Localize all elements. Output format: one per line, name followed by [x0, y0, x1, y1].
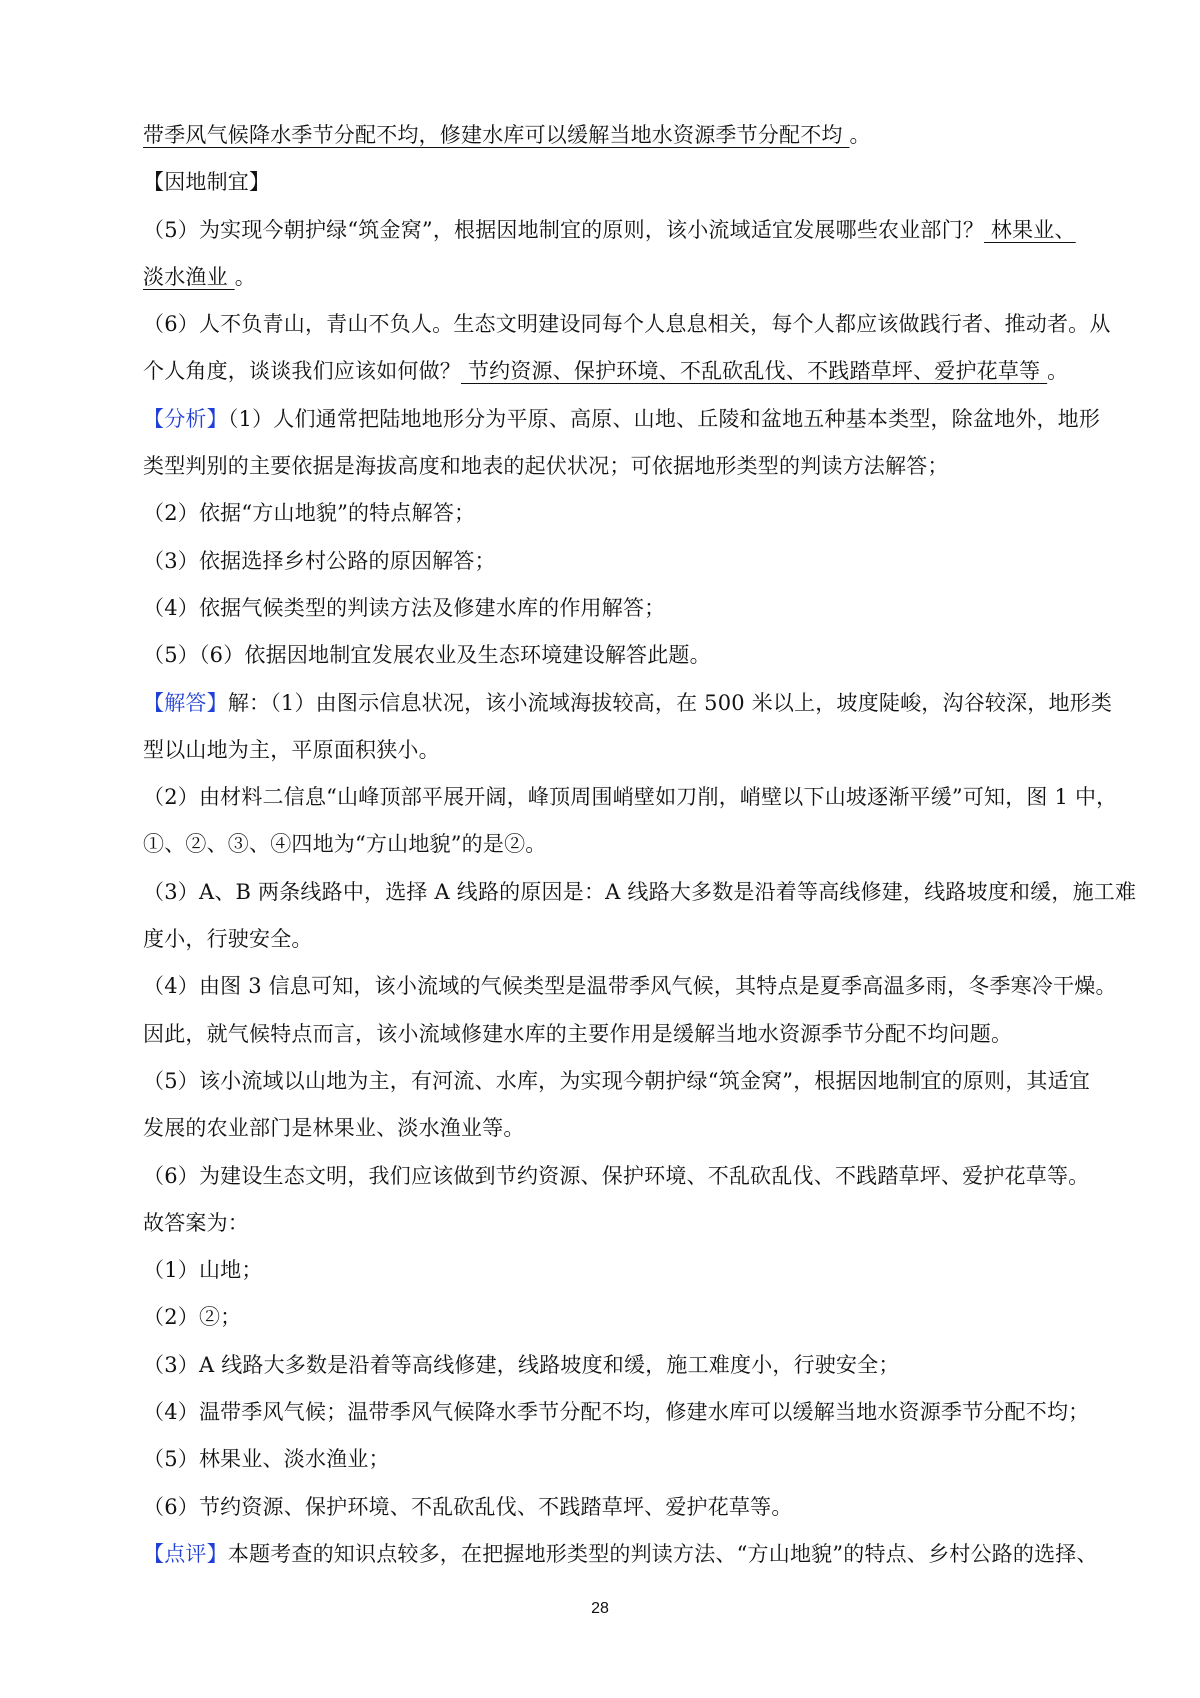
- answer-item: （3）A 线路大多数是沿着等高线修建，线路坡度和缓，施工难度小，行驶安全；: [143, 1352, 900, 1377]
- analysis-line: （3）依据选择乡村公路的原因解答；: [143, 548, 496, 573]
- solution-line: （6）为建设生态文明，我们应该做到节约资源、保护环境、不乱砍乱伐、不践踏草坪、爱护花草等。: [143, 1163, 1090, 1188]
- answer-summary-heading: 故答案为：: [143, 1210, 249, 1235]
- question-5-answer-continued: 淡水渔业 。: [143, 264, 256, 289]
- question-6-continued: 个人角度，谈谈我们应该如何做？ 节约资源、保护环境、不乱砍乱伐、不践踏草坪、爱护花草等 。: [143, 359, 1069, 384]
- comment-line: 【点评】本题考查的知识点较多，在把握地形类型的判读方法、“方山地貌”的特点、乡村公路的选择、: [143, 1541, 1098, 1566]
- underlined-answer: 节约资源、保护环境、不乱砍乱伐、不践踏草坪、爱护花草等: [461, 359, 1048, 384]
- solution-line: 型以山地为主，平原面积狭小。: [143, 737, 440, 762]
- document-page: [143, 112, 1137, 1578]
- page-number: 28: [591, 1600, 609, 1617]
- analysis-line: 类型判别的主要依据是海拔高度和地表的起伏状况；可依据地形类型的判读方法解答；: [143, 454, 949, 479]
- solution-line: 发展的农业部门是林果业、淡水渔业等。: [143, 1116, 525, 1141]
- comment-tag: 【点评】: [143, 1541, 228, 1566]
- solution-line: 【解答】解：（1）由图示信息状况，该小流域海拔较高，在 500 米以上，坡度陡峻，沟谷较深，地形类: [143, 690, 1113, 715]
- answer-line-4-continued: 带季风气候降水季节分配不均，修建水库可以缓解当地水资源季节分配不均 。: [143, 123, 871, 147]
- question-6: （6）人不负青山，青山不负人。生态文明建设同每个人息息相关，每个人都应该做践行者、推动者。从: [143, 312, 1111, 337]
- analysis-line: （5）（6）依据因地制宜发展农业及生态环境建设解答此题。: [143, 643, 711, 668]
- answer-item: （5）林果业、淡水渔业；: [143, 1447, 390, 1472]
- underlined-answer: 淡水渔业: [143, 264, 235, 289]
- answer-item: （2）②；: [143, 1305, 242, 1330]
- underlined-answer: 带季风气候降水季节分配不均，修建水库可以缓解当地水资源季节分配不均: [143, 123, 850, 147]
- solution-line: （5）该小流域以山地为主，有河流、水库，为实现今朝护绿“筑金窝”，根据因地制宜的原则，其适宜: [143, 1068, 1091, 1093]
- answer-item: （6）节约资源、保护环境、不乱砍乱伐、不践踏草坪、爱护花草等。: [143, 1494, 793, 1519]
- solution-line: （3）A、B 两条线路中，选择 A 线路的原因是：A 线路大多数是沿着等高线修建，线路坡度和缓，施工难: [143, 879, 1137, 904]
- solution-line: （4）由图 3 信息可知，该小流域的气候类型是温带季风气候，其特点是夏季高温多雨，冬季寒冷干燥。: [143, 974, 1117, 999]
- answer-item: （1）山地；: [143, 1258, 263, 1283]
- section-heading: 【因地制宜】: [143, 170, 271, 195]
- solution-tag: 【解答】: [143, 690, 228, 715]
- solution-line: （2）由材料二信息“山峰顶部平展开阔，峰顶周围峭壁如刀削，峭壁以下山坡逐渐平缓”可知，图 1 中，: [143, 785, 1118, 810]
- analysis-line: 【分析】（1）人们通常把陆地地形分为平原、高原、山地、丘陵和盆地五种基本类型，除盆地外，地形: [143, 406, 1101, 431]
- analysis-line: （4）依据气候类型的判读方法及修建水库的作用解答；: [143, 595, 666, 620]
- analysis-tag: 【分析】: [143, 406, 228, 431]
- underlined-answer: 林果业、: [984, 217, 1076, 242]
- answer-item: （4）温带季风气候；温带季风气候降水季节分配不均，修建水库可以缓解当地水资源季节分配不均；: [143, 1400, 1090, 1425]
- question-5: （5）为实现今朝护绿“筑金窝”，根据因地制宜的原则，该小流域适宜发展哪些农业部门？ 林果业、: [143, 217, 1076, 242]
- solution-line: 因此，就气候特点而言，该小流域修建水库的主要作用是缓解当地水资源季节分配不均问题。: [143, 1021, 1013, 1046]
- solution-line: ①、②、③、④四地为“方山地貌”的是②。: [143, 832, 547, 857]
- solution-line: 度小，行驶安全。: [143, 927, 313, 952]
- analysis-line: （2）依据“方山地貌”的特点解答；: [143, 501, 476, 526]
